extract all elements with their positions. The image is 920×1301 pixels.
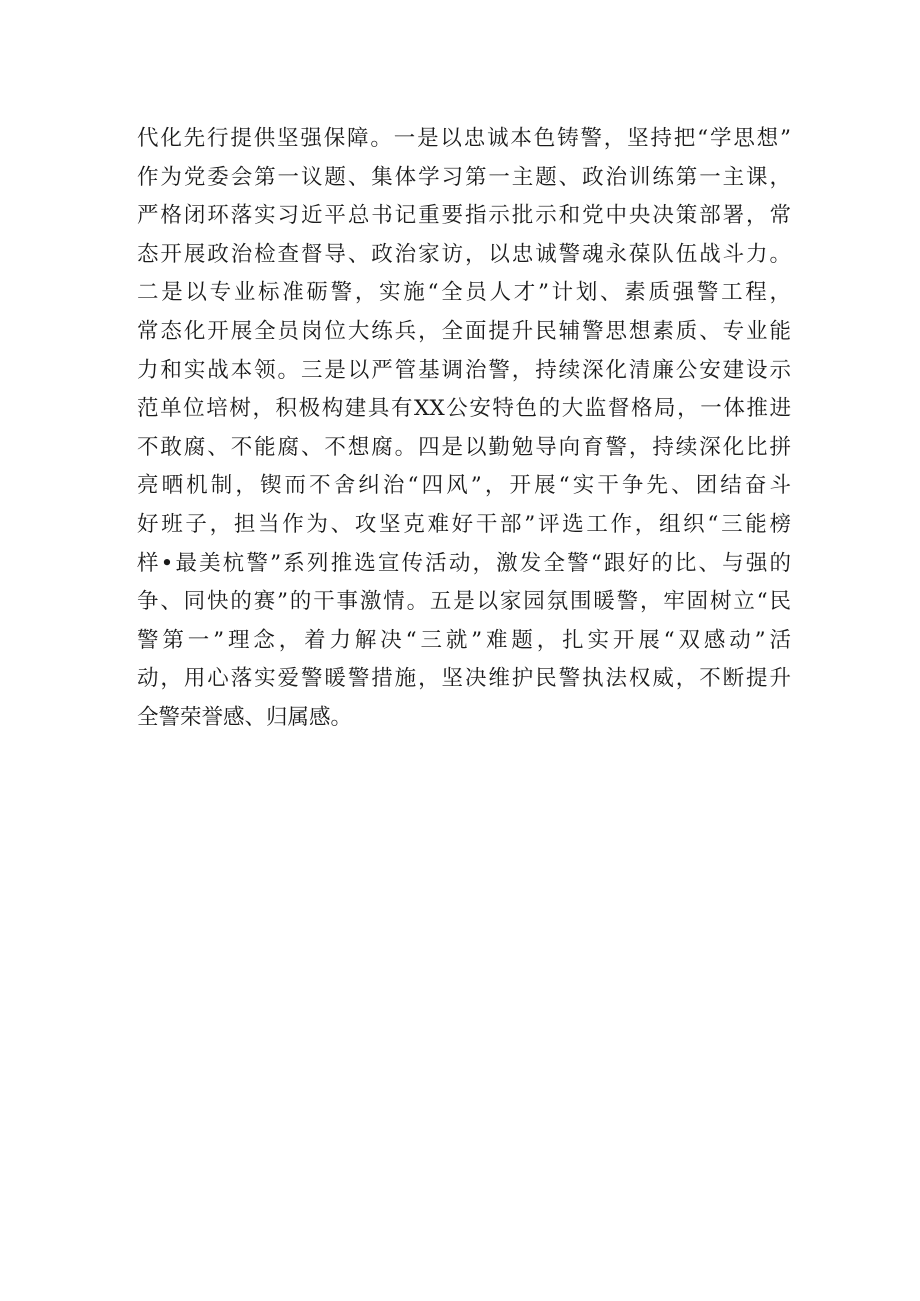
text-line: 样•最美杭警”系列推选宣传活动，激发全警“跟好的比、与强的 (137, 550, 791, 576)
text-line: 常态化开展全员岗位大练兵，全面提升民辅警思想素质、专业能 (137, 318, 791, 344)
text-line: 全警荣誉感、归属感。 (137, 704, 353, 730)
text-line: 态开展政治检查督导、政治家访，以忠诚警魂永葆队伍战斗力。 (137, 241, 791, 267)
text-line: 作为党委会第一议题、集体学习第一主题、政治训练第一主课， (137, 164, 791, 190)
text-line: 争、同快的赛”的干事激情。五是以家园氛围暖警，牢固树立“民 (137, 589, 791, 615)
text-line: 二是以专业标准砺警，实施“全员人才”计划、素质强警工程， (137, 280, 791, 306)
text-line: 严格闭环落实习近平总书记重要指示批示和党中央决策部署，常 (137, 203, 791, 229)
text-line: 力和实战本领。三是以严管基调治警，持续深化清廉公安建设示 (137, 357, 791, 383)
text-line: 代化先行提供坚强保障。一是以忠诚本色铸警，坚持把“学思想” (137, 126, 791, 151)
text-line: 不敢腐、不能腐、不想腐。四是以勤勉导向育警，持续深化比拼 (137, 434, 791, 460)
text-line: 亮晒机制，锲而不舍纠治“四风”，开展“实干争先、团结奋斗 (137, 473, 791, 499)
body-paragraph (137, 120, 791, 738)
text-line: 警第一”理念，着力解决“三就”难题，扎实开展“双感动”活 (137, 627, 791, 653)
text-line: 好班子，担当作为、攻坚克难好干部”评选工作，组织“三能榜 (137, 511, 791, 537)
text-line: 动，用心落实爱警暖警措施，坚决维护民警执法权威，不断提升 (137, 666, 791, 692)
text-line: 范单位培树，积极构建具有XX公安特色的大监督格局，一体推进 (137, 396, 791, 422)
